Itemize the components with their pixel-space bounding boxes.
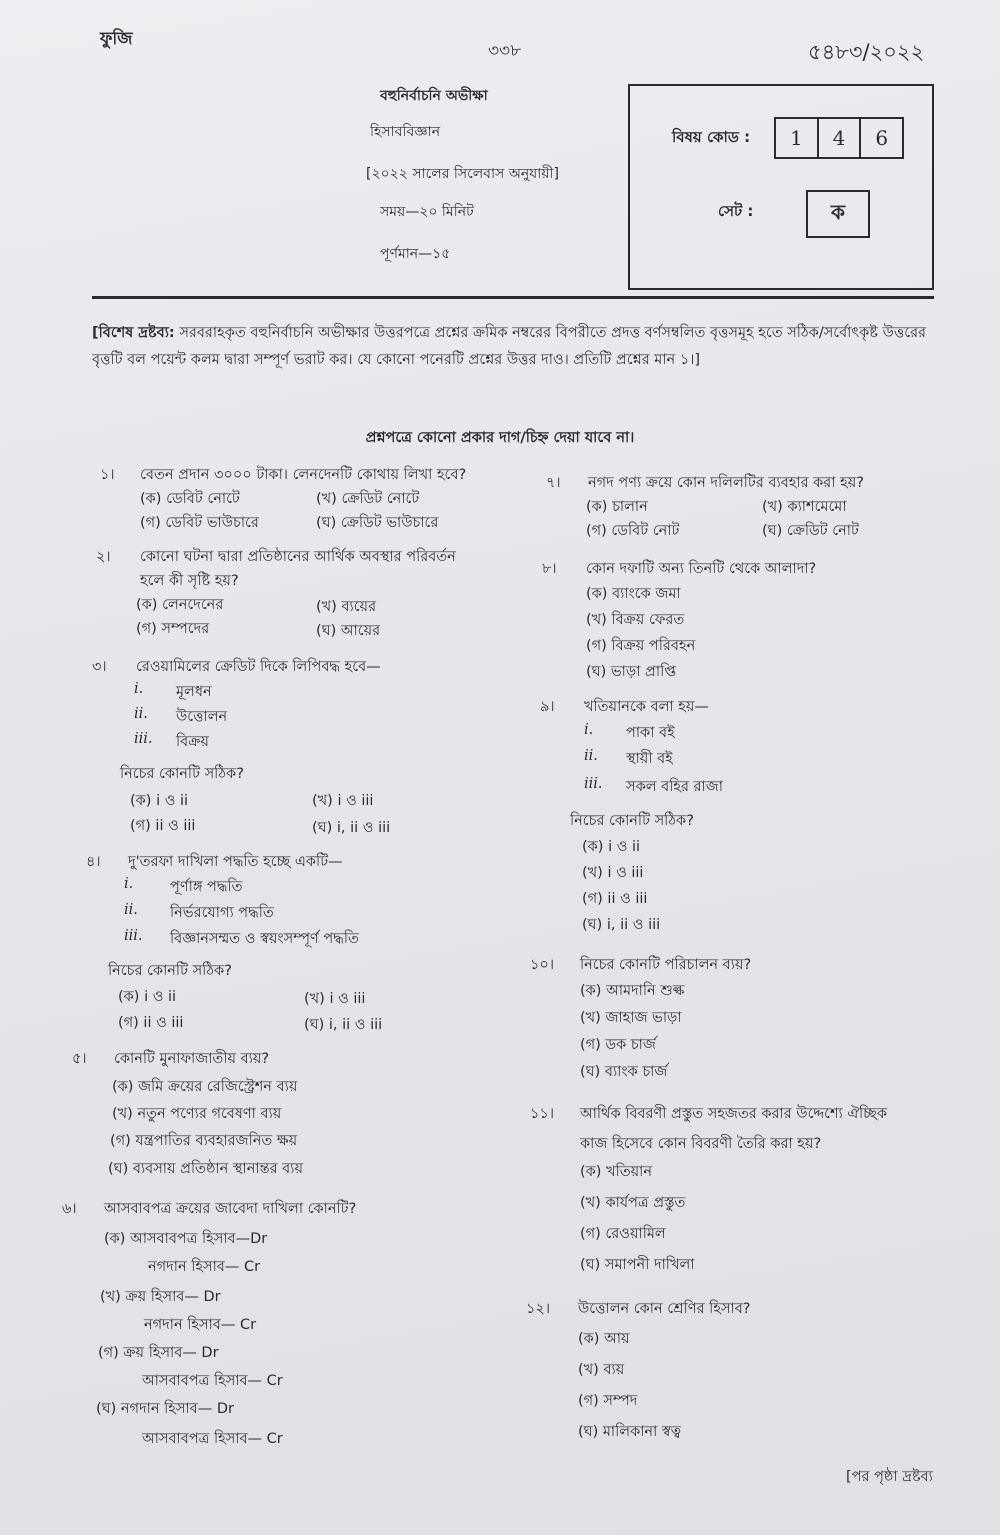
- option: (ঘ) ব্যবসায় প্রতিষ্ঠান স্থানান্তর ব্যয়: [108, 1161, 303, 1177]
- header-divider: [92, 296, 934, 299]
- option: (ঘ) মালিকানা স্বত্ব: [578, 1424, 682, 1440]
- statement: স্থায়ী বই: [626, 751, 673, 767]
- question-prompt: নিচের কোনটি সঠিক?: [570, 813, 694, 829]
- option: (গ) ডেবিট ভাউচারে: [140, 515, 259, 531]
- question-number: ৬।: [62, 1201, 77, 1217]
- option: (গ) ডক চার্জ: [580, 1037, 656, 1053]
- question-number: ৪।: [86, 854, 101, 870]
- option: (গ) ডেবিট নোট: [586, 523, 680, 539]
- statement-key: iii.: [134, 731, 153, 747]
- option: (ঘ) i, ii ও iii: [312, 820, 391, 836]
- page-number: ৩৩৮: [488, 41, 522, 61]
- question-text: কাজ হিসেবে কোন বিবরণী তৈরি করা হয়?: [580, 1136, 822, 1152]
- option: (গ) ক্রয় হিসাব— Dr: [98, 1345, 219, 1361]
- option: (ক) i ও ii: [130, 793, 189, 809]
- special-note: [92, 320, 940, 374]
- question-text: আর্থিক বিবরণী প্রস্তুত সহজতর করার উদ্দেশ্যে ঐচ্ছিক: [580, 1106, 888, 1122]
- question-prompt: নিচের কোনটি সঠিক?: [120, 766, 244, 782]
- option: (গ) যন্ত্রপাতির ব্যবহারজনিত ক্ষয়: [110, 1133, 298, 1149]
- statement: পূর্ণাঙ্গ পদ্ধতি: [170, 879, 243, 895]
- question-number: ১২।: [526, 1301, 551, 1317]
- question-text: নগদ পণ্য ক্রয়ে কোন দলিলটির ব্যবহার করা হয়?: [588, 475, 864, 491]
- question-number: ১১।: [530, 1106, 555, 1122]
- subject-code-boxes: [774, 117, 904, 159]
- question-text: হলে কী সৃষ্টি হয়?: [140, 573, 239, 589]
- code-set-box: [628, 84, 934, 290]
- set-value: ক: [806, 190, 870, 238]
- statement-key: iii.: [124, 928, 143, 944]
- option: (খ) কার্যপত্র প্রস্তুত: [580, 1195, 686, 1211]
- question-text: কোন দফাটি অন্য তিনটি থেকে আলাদা?: [586, 561, 817, 577]
- option: (খ) i ও iii: [304, 991, 366, 1007]
- option: (গ) ii ও iii: [130, 818, 196, 834]
- question-number: ৮।: [542, 561, 557, 577]
- option: (ক) আমদানি শুল্ক: [580, 983, 685, 999]
- question-number: ১।: [100, 467, 115, 483]
- option: (গ) রেওয়ামিল: [580, 1226, 666, 1242]
- question-text: খতিয়ানকে বলা হয়—: [584, 699, 709, 715]
- option: (ক) আসবাবপত্র হিসাব—Dr: [104, 1231, 268, 1247]
- option: (ক) ডেবিট নোটে: [140, 491, 240, 507]
- option: (গ) ii ও iii: [582, 891, 648, 907]
- option: (ঘ) i, ii ও iii: [582, 917, 661, 933]
- code-digit: 4: [819, 119, 862, 157]
- option: (ক) লেনদেনের: [136, 597, 224, 613]
- option: (ক) চালান: [586, 499, 648, 515]
- option: (ক) i ও ii: [118, 989, 177, 1005]
- statement: সকল বহির রাজা: [626, 779, 723, 795]
- option-continuation: নগদান হিসাব— Cr: [144, 1317, 257, 1333]
- syllabus-note: [২০২২ সালের সিলেবাস অনুযায়ী]: [366, 166, 560, 182]
- option: (ঘ) আয়ের: [316, 623, 381, 639]
- option: (ঘ) সমাপনী দাখিলা: [580, 1257, 695, 1273]
- option: (গ) সম্পদের: [136, 621, 210, 637]
- question-text: নিচের কোনটি পরিচালন ব্যয়?: [580, 957, 752, 973]
- question-number: ৯।: [540, 699, 555, 715]
- statement-key: ii.: [584, 748, 598, 764]
- option: (খ) ক্যাশমেমো: [762, 499, 847, 515]
- question-text: দু'তরফা দাখিলা পদ্ধতি হচ্ছে একটি—: [128, 854, 343, 870]
- subject-title: হিসাববিজ্ঞান: [370, 124, 441, 140]
- question-number: ১০।: [530, 957, 555, 973]
- option: (খ) i ও iii: [582, 865, 644, 881]
- exam-type: বহুনির্বাচনি অভীক্ষা: [380, 88, 488, 104]
- statement: পাকা বই: [626, 725, 675, 741]
- option: (খ) জাহাজ ভাড়া: [580, 1010, 682, 1026]
- question-number: ৫।: [72, 1051, 87, 1067]
- option: (গ) ii ও iii: [118, 1015, 184, 1031]
- subject-code-label: বিষয় কোড :: [672, 128, 751, 146]
- option: (ক) আয়: [578, 1331, 630, 1347]
- option: (খ) বিক্রয় ফেরত: [586, 612, 685, 628]
- note-text: সরবরাহকৃত বহুনির্বাচনি অভীক্ষার উত্তরপত্রে প্রশ্নের ক্রমিক নম্বরের বিপরীতে প্রদত্ত বর্ণসম্বলিত বৃত্তসমূহ হতে সঠিক/সর্বোৎকৃষ্ট উত্তরের বৃত্তটি বল পয়েন্ট কলম দ্বারা সম্পূর্ণ ভরাট কর। যে কোনো পনেরটি প্রশ্নের উত্তর দাও। প্রতিটি প্রশ্নের মান ১।]: [92, 325, 927, 368]
- question-text: উত্তোলন কোন শ্রেণির হিসাব?: [578, 1301, 751, 1317]
- option: (খ) ক্রেডিট নোটে: [316, 491, 420, 507]
- code-digit: 1: [776, 119, 819, 157]
- statement-key: i.: [134, 681, 144, 697]
- option: (ঘ) ব্যাংক চার্জ: [580, 1064, 668, 1080]
- statement-key: i.: [584, 722, 594, 738]
- option-continuation: আসবাবপত্র হিসাব— Cr: [142, 1431, 283, 1447]
- option-continuation: আসবাবপত্র হিসাব— Cr: [142, 1373, 283, 1389]
- no-marking-warning: প্রশ্নপত্রে কোনো প্রকার দাগ/চিহ্ন দেয়া যাবে না।: [365, 430, 635, 446]
- question-text: কোনো ঘটনা দ্বারা প্রতিষ্ঠানের আর্থিক অবস্থার পরিবর্তন: [140, 549, 456, 565]
- statement: উত্তোলন: [176, 709, 228, 725]
- reference-number: ৫৪৮৩/২০২২: [808, 40, 925, 64]
- option: (ঘ) ক্রেডিট নোট: [762, 523, 859, 539]
- full-marks: পূর্ণমান—১৫: [380, 246, 451, 262]
- question-text: রেওয়ামিলের ক্রেডিট দিকে লিপিবদ্ধ হবে—: [136, 659, 381, 675]
- statement: নির্ভরযোগ্য পদ্ধতি: [170, 905, 274, 921]
- question-number: ৩।: [92, 659, 107, 675]
- option: (খ) i ও iii: [312, 793, 374, 809]
- statement-key: i.: [124, 876, 134, 892]
- question-text: কোনটি মুনাফাজাতীয় ব্যয়?: [114, 1051, 270, 1067]
- option: (খ) ব্যয়ের: [316, 599, 377, 615]
- question-number: ৭।: [546, 475, 561, 491]
- option: (ক) i ও ii: [582, 839, 641, 855]
- question-text: আসবাবপত্র ক্রয়ের জাবেদা দাখিলা কোনটি?: [104, 1201, 357, 1217]
- option: (খ) ব্যয়: [578, 1362, 625, 1378]
- option: (ঘ) নগদান হিসাব— Dr: [96, 1401, 234, 1417]
- board-name: ফুজি: [100, 29, 133, 49]
- time-limit: সময়—২০ মিনিট: [380, 204, 474, 220]
- note-label: [বিশেষ দ্রষ্টব্য:: [92, 325, 175, 341]
- option: (ঘ) ভাড়া প্রাপ্তি: [586, 664, 677, 680]
- code-digit: 6: [875, 126, 889, 150]
- question-text: বেতন প্রদান ৩০০০ টাকা। লেনদেনটি কোথায় লিখা হবে?: [140, 467, 467, 483]
- statement: বিজ্ঞানসম্মত ও স্বয়ংসম্পূর্ণ পদ্ধতি: [170, 931, 359, 947]
- statement: মূলধন: [176, 684, 212, 700]
- statement-key: ii.: [124, 902, 138, 918]
- question-number: ২।: [96, 549, 111, 565]
- option: (ক) জমি ক্রয়ের রেজিস্ট্রেশন ব্যয়: [112, 1079, 298, 1095]
- option: (খ) নতুন পণ্যের গবেষণা ব্যয়: [112, 1106, 282, 1122]
- option: (ঘ) i, ii ও iii: [304, 1017, 383, 1033]
- option: (গ) সম্পদ: [578, 1393, 638, 1409]
- statement-key: ii.: [134, 706, 148, 722]
- option: (গ) বিক্রয় পরিবহন: [586, 638, 696, 654]
- option: (ক) ব্যাংকে জমা: [586, 586, 681, 602]
- next-page-note: [পর পৃষ্ঠা দ্রষ্টব্য: [846, 1469, 933, 1485]
- question-prompt: নিচের কোনটি সঠিক?: [108, 963, 232, 979]
- option-continuation: নগদান হিসাব— Cr: [148, 1259, 261, 1275]
- statement-key: iii.: [584, 776, 603, 792]
- option: (ঘ) ক্রেডিট ভাউচারে: [316, 515, 439, 531]
- statement: বিক্রয়: [176, 734, 209, 750]
- option: (ক) খতিয়ান: [580, 1164, 653, 1180]
- set-label: সেট :: [718, 202, 754, 220]
- option: (খ) ক্রয় হিসাব— Dr: [100, 1289, 221, 1305]
